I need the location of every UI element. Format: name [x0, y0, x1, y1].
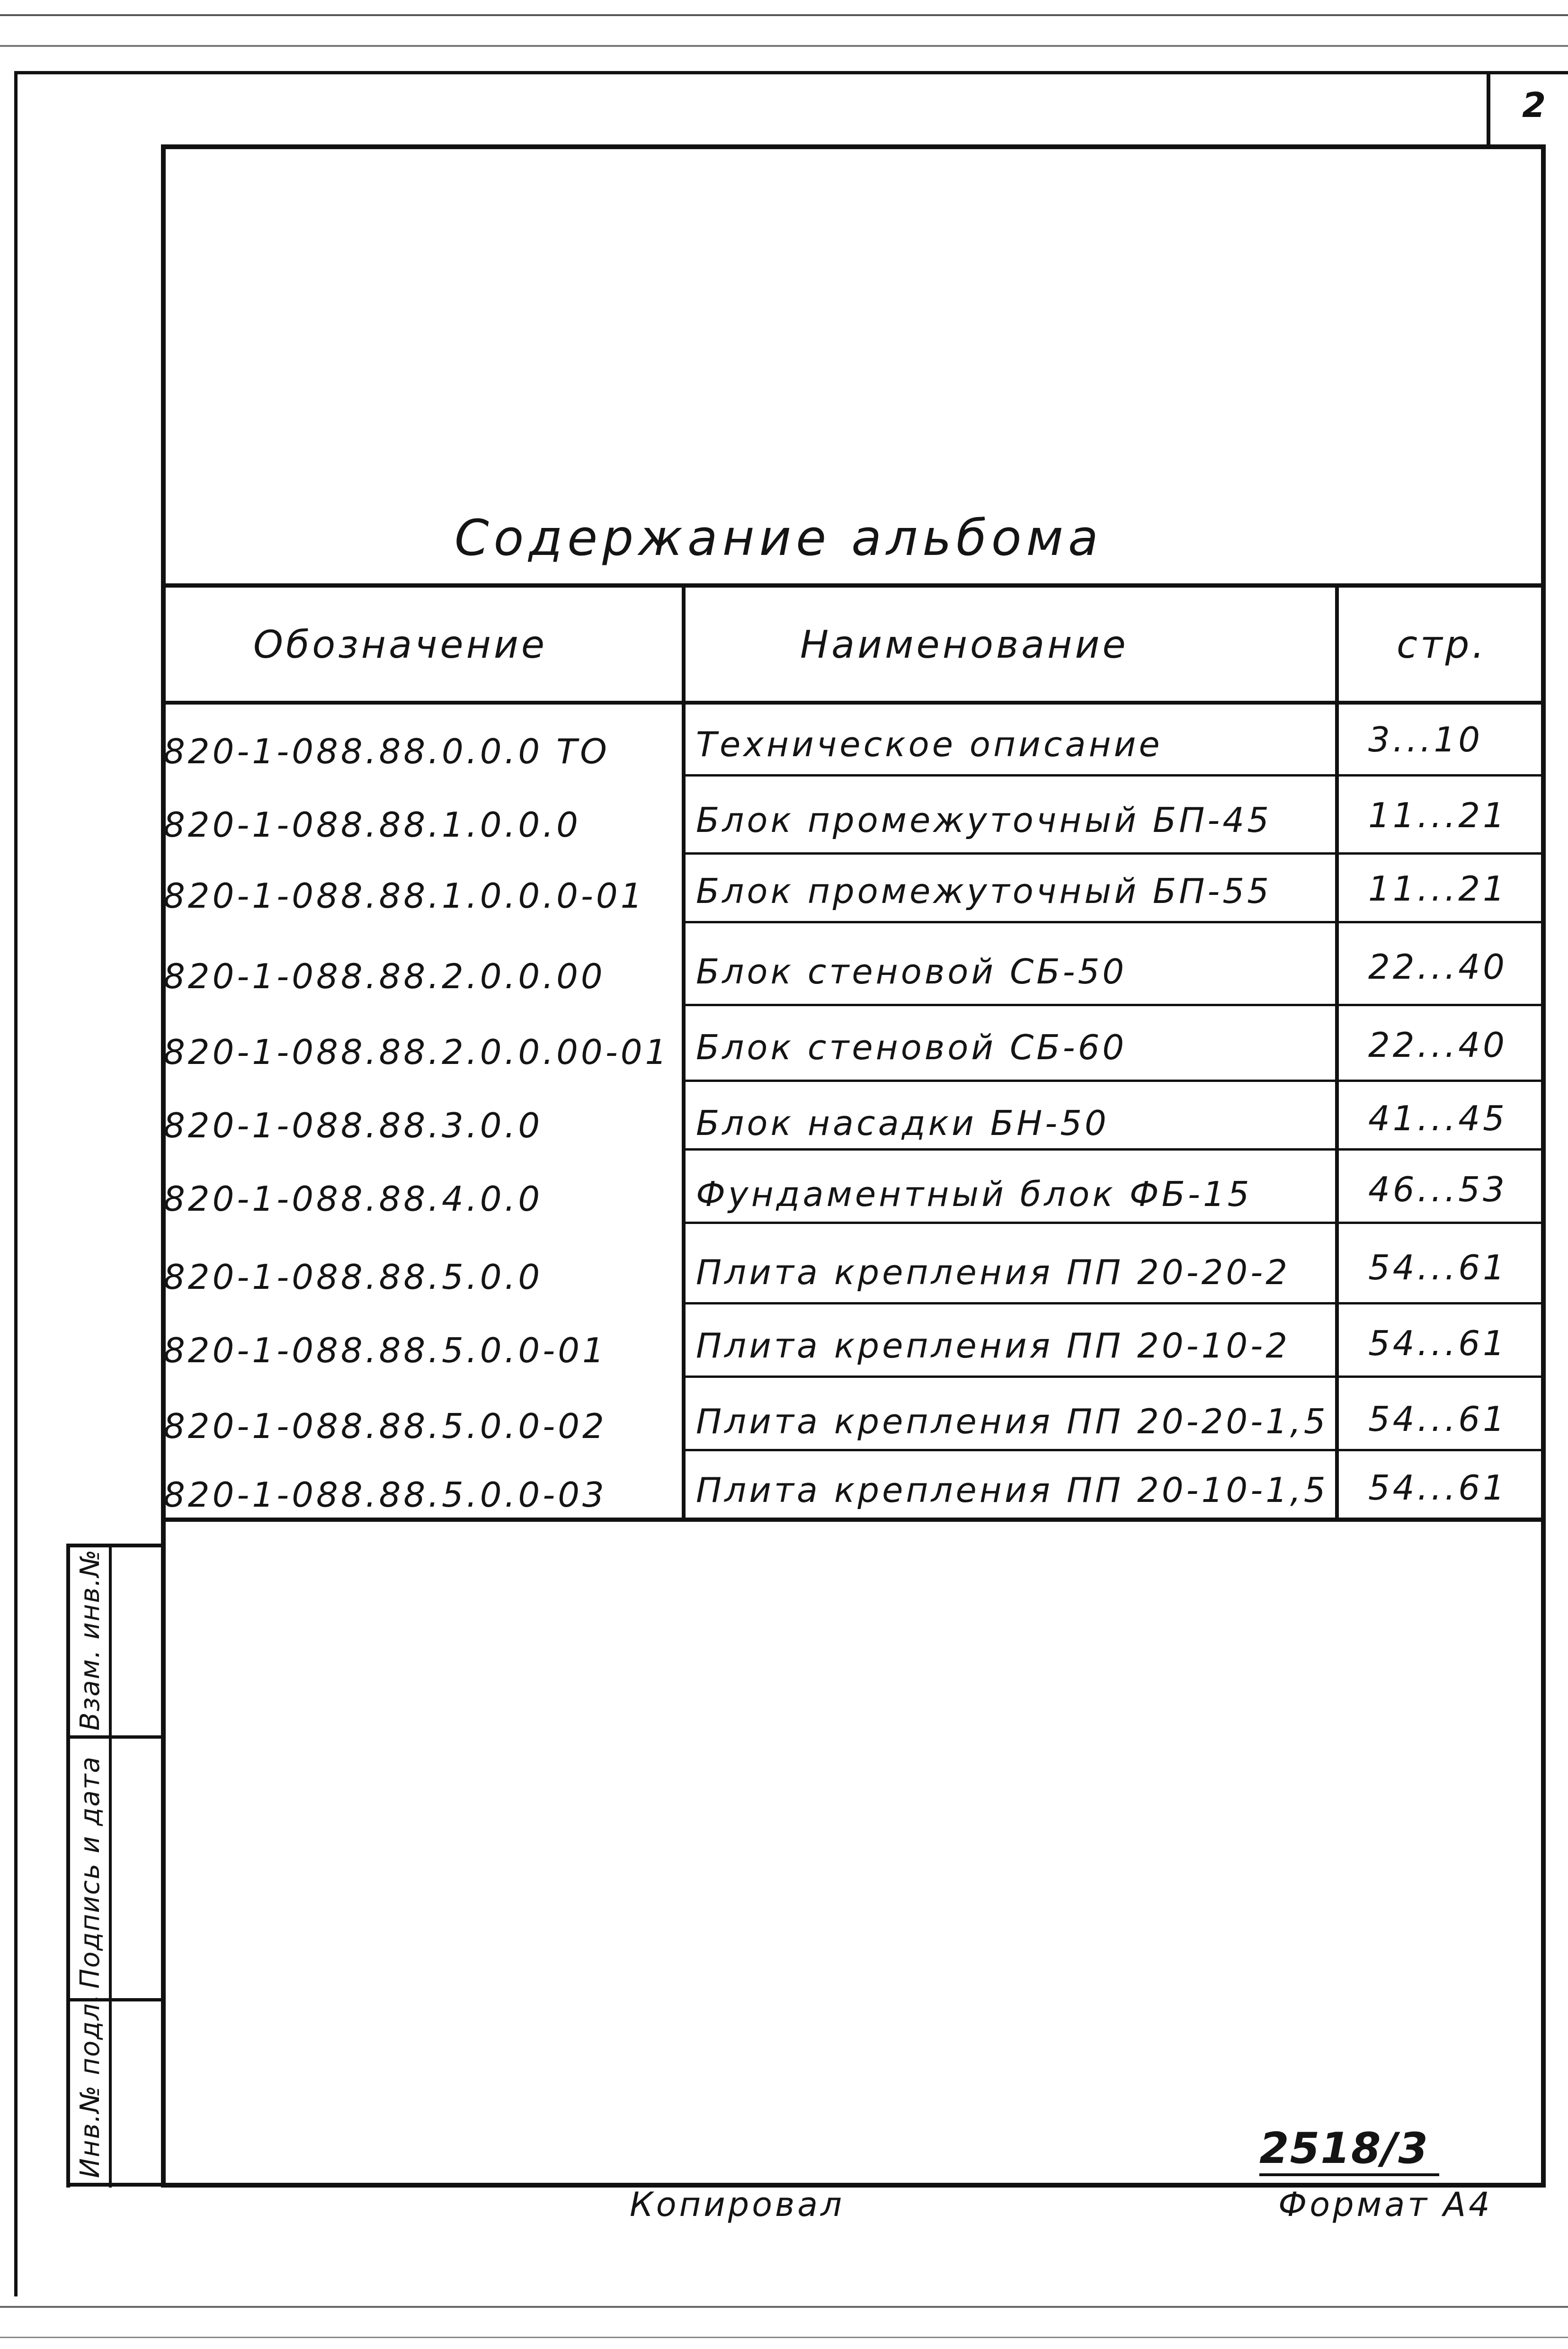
row-name: Плита крепления ПП 20-20-2 — [696, 1252, 1291, 1292]
row-divider — [682, 1375, 1546, 1378]
row-divider — [682, 774, 1546, 777]
side-stamp-top — [66, 1544, 163, 1547]
row-designation: 820-1-088.88.0.0.0 ТО — [163, 732, 610, 771]
row-designation: 820-1-088.88.4.0.0 — [163, 1179, 543, 1219]
side-stamp-mid — [109, 1544, 112, 2188]
main-frame-right — [1541, 144, 1546, 2188]
side-label-inv-podl: Инв.№ подл. — [75, 1993, 106, 2178]
row-designation: 820-1-088.88.1.0.0.0 — [163, 805, 581, 845]
outer-frame-left — [14, 71, 18, 2296]
header-name: Наименование — [800, 623, 1129, 667]
row-divider — [682, 1004, 1546, 1006]
row-page: 11...21 — [1368, 795, 1507, 835]
row-page: 41...45 — [1368, 1099, 1507, 1138]
footer-copied: Копировал — [630, 2185, 845, 2224]
row-name: Блок стеновой СБ-60 — [696, 1027, 1127, 1067]
row-name: Плита крепления ПП 20-10-2 — [696, 1326, 1291, 1366]
side-stamp-div-1 — [66, 1735, 163, 1739]
sheet-box-left — [1487, 71, 1490, 144]
row-designation: 820-1-088.88.5.0.0-02 — [163, 1406, 607, 1446]
outer-frame-top — [14, 71, 1568, 74]
row-divider — [682, 852, 1546, 855]
row-designation: 820-1-088.88.5.0.0-01 — [163, 1331, 607, 1370]
main-frame-left — [161, 144, 166, 2188]
stamp-underline — [1259, 2173, 1439, 2176]
row-divider — [682, 1302, 1546, 1304]
row-page: 54...61 — [1368, 1468, 1507, 1508]
row-designation: 820-1-088.88.5.0.0-03 — [163, 1475, 607, 1515]
row-page: 11...21 — [1368, 869, 1507, 909]
row-designation: 820-1-088.88.3.0.0 — [163, 1106, 543, 1145]
row-designation: 820-1-088.88.1.0.0.0-01 — [163, 876, 645, 916]
row-divider — [682, 1222, 1546, 1224]
footer-format: Формат А4 — [1278, 2185, 1493, 2224]
scan-border-bottom — [0, 2306, 1568, 2308]
table-col-divider-1 — [682, 583, 686, 1521]
main-frame-top — [161, 144, 1543, 149]
row-page: 22...40 — [1368, 1025, 1507, 1065]
row-page: 3...10 — [1368, 720, 1483, 759]
row-designation: 820-1-088.88.5.0.0 — [163, 1257, 543, 1297]
document-stamp: 2518/3 — [1259, 2124, 1429, 2173]
page-title: Содержание альбома — [454, 509, 1103, 567]
row-page: 46...53 — [1368, 1170, 1507, 1209]
row-name: Блок промежуточный БП-45 — [696, 800, 1272, 840]
table-col-divider-2 — [1335, 583, 1339, 1521]
sheet-number: 2 — [1522, 85, 1549, 125]
row-name: Плита крепления ПП 20-10-1,5 — [696, 1470, 1328, 1510]
row-name: Блок промежуточный БП-55 — [696, 871, 1272, 911]
row-page: 22...40 — [1368, 947, 1507, 987]
side-stamp-bottom — [66, 2183, 163, 2187]
row-name: Блок стеновой СБ-50 — [696, 952, 1127, 991]
row-name: Плита крепления ПП 20-20-1,5 — [696, 1402, 1328, 1441]
row-page: 54...61 — [1368, 1248, 1507, 1287]
side-label-vzam-inv: Взам. инв.№ — [75, 1548, 106, 1731]
row-name: Блок насадки БН-50 — [696, 1103, 1109, 1143]
scan-border-bottom-2 — [0, 2337, 1568, 2338]
side-label-podpis-data: Подпись и дата — [75, 1756, 106, 1989]
row-page: 54...61 — [1368, 1399, 1507, 1439]
row-designation: 820-1-088.88.2.0.0.00 — [163, 956, 606, 996]
header-page: стр. — [1397, 623, 1487, 667]
row-designation: 820-1-088.88.2.0.0.00-01 — [163, 1032, 670, 1072]
side-stamp-left — [66, 1544, 70, 2188]
row-divider — [682, 1449, 1546, 1451]
scan-border-top-2 — [0, 45, 1568, 47]
row-divider — [682, 1148, 1546, 1151]
row-name: Фундаментный блок ФБ-15 — [696, 1174, 1252, 1214]
row-divider — [682, 1080, 1546, 1082]
header-designation: Обозначение — [253, 623, 548, 667]
row-name: Техническое описание — [696, 724, 1163, 764]
scan-border-top — [0, 14, 1568, 16]
row-page: 54...61 — [1368, 1323, 1507, 1363]
row-divider — [682, 921, 1546, 923]
